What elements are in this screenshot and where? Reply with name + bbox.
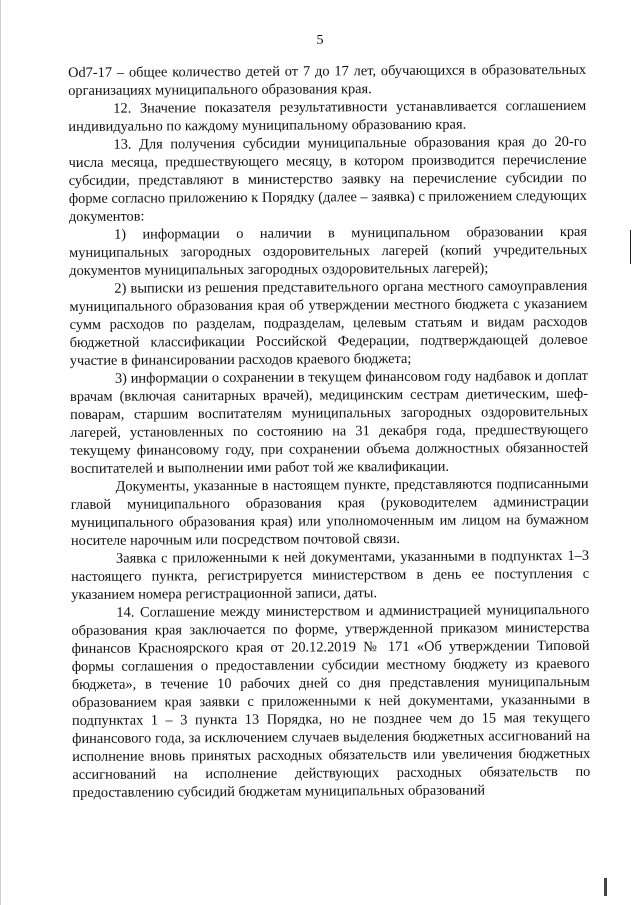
scan-mark [604,878,607,896]
scan-edge-line [0,0,1,905]
document-body [68,61,590,802]
paragraph-13-item-1: 1) информации о наличии в муниципальном образовании края муниципальных загородных оздоровительных лагерей (копий учредительных документов муниципальных загородных оздоровительных лагерей); [69,223,588,279]
paragraph-od7-17: Od7-17 – общее количество детей от 7 до 17 лет, обучающихся в образовательных организациях муниципального образования края. [68,61,587,99]
margin-mark [630,230,631,264]
paragraph-12: 12. Значение показателя результативности устанавливается соглашением индивидуально по каждому муниципальному образованию края. [68,97,587,135]
paragraph-13-item-2: 2) выписки из решения представительного органа местного самоуправления муниципального образования края об утверждении местного бюджета с указанием сумм расходов по разделам, подразделам, целевым статьям и видам расходов бюджетной классификации Российской Федерации, подтверждающей долевое участие в финансировании расходов краевого бюджета; [69,277,588,369]
paragraph-application: Заявка с приложенными к ней документами, указанными в подпунктах 1–3 настоящего пункта, регистрируется министерством в день ее поступления с указанием номера регистрационной записи, даты. [71,547,590,603]
paragraph-14: 14. Соглашение между министерством и администрацией муниципального образования края заключается по форме, утвержденной приказом министерства финансов Красноярского края от 20.12.2019 № 171 «Об утверждении Типовой формы соглашения о предоставлении субсидии местному бюджету из краевого бюджета», в течение 10 рабочих дней со дня представления муниципальным образованием края заявки с приложенными к ней документами, указанными в подпунктах 1 – 3 пункта 13 Порядка, но не позднее чем до 15 мая текущего финансового года, за исключением случаев выделения бюджетных ассигнований на исполнение вновь принятых расходных обязательств или увеличения бюджетных ассигнований на исполнение действующих расходных обязательств по предоставлению субсидий бюджетам муниципальных образований [71,601,591,801]
paragraph-13: 13. Для получения субсидии муниципальные образования края до 20-го числа месяца, предшествующего месяцу, в котором производится перечисление субсидии, представляют в министерство заявку на перечисление субсидии по форме согласно приложению к Порядку (далее – заявка) с приложением следующих документов: [68,133,587,225]
page-number: 5 [316,33,324,48]
paragraph-documents: Документы, указанные в настоящем пункте, представляются подписанными главой муниципального образования края (руководителем администрации муниципального образования края) или уполномоченным им лицом на бумажном носителе нарочным или посредством почтовой связи. [70,475,589,549]
paragraph-13-item-3: 3) информации о сохранении в текущем финансовом году надбавок и доплат врачам (включая санитарных врачей), медицинским сестрам диетическим, шеф-поварам, старшим воспитателям муниципальных загородных оздоровительных лагерей, установленных по состоянию на 31 декабря года, предшествующего текущему финансовому году, при сохранении объема должностных обязанностей воспитателей и выполнении ими работ той же квалификации. [69,367,589,477]
